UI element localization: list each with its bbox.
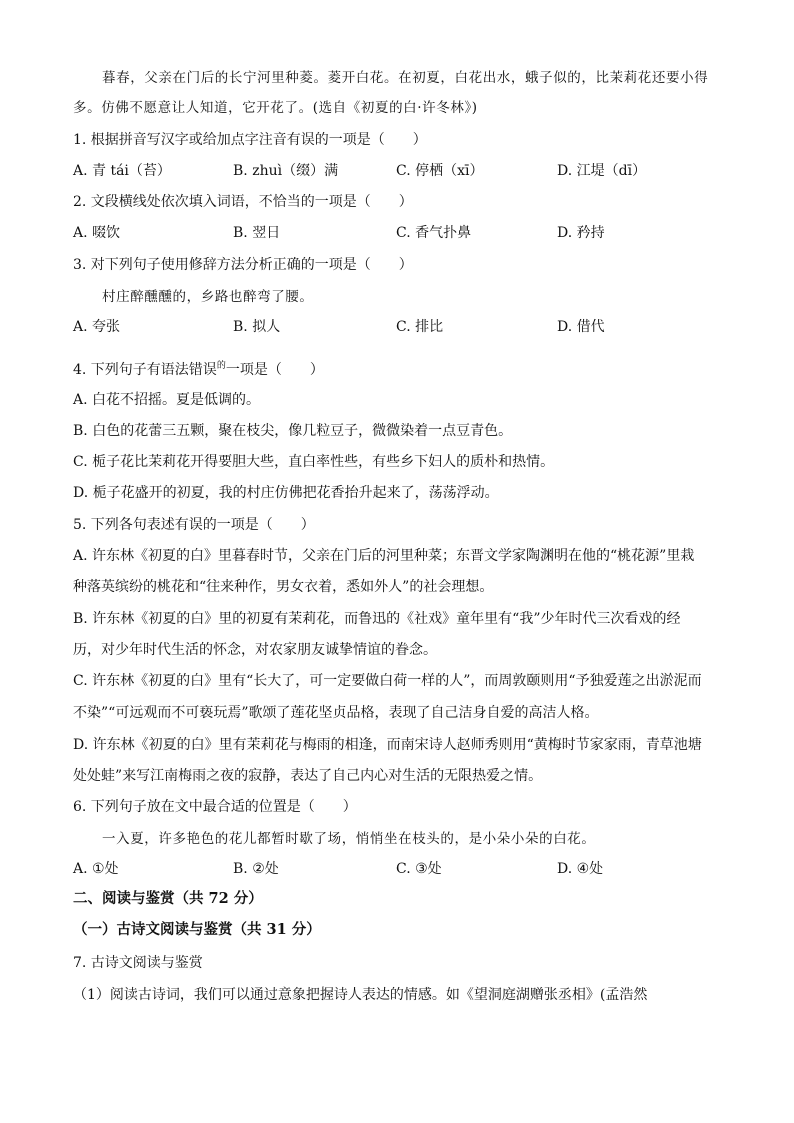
question-5-option-a-line1: A. 许东林《初夏的白》里暮春时节，父亲在门后的河里种菜；东晋文学家陶渊明在他的“桃花源”里栽 xyxy=(73,548,695,564)
question-4-option-a: A. 白花不招摇。夏是低调的。 xyxy=(73,392,261,408)
question-2-stem: 2. 文段横线处依次填入词语，不恰当的一项是（ ） xyxy=(73,194,413,210)
question-5-option-c-line1: C. 许东林《初夏的白》里有“长大了，可一定要做白荷一样的人”，而周敦颐则用“予独爱莲之出淤泥而 xyxy=(73,673,702,689)
question-5-option-d-line1: D. 许东林《初夏的白》里有茉莉花与梅雨的相逢，而南宋诗人赵师秀则用“黄梅时节家家雨，青草池塘 xyxy=(73,737,702,753)
question-1-option-c: C. 停栖（xī） xyxy=(396,163,484,179)
question-7-part-1: （1）阅读古诗词，我们可以通过意象把握诗人表达的情感。如《望洞庭湖赠张丞相》(孟浩然 xyxy=(73,987,648,1003)
question-5-stem: 5. 下列各句表述有误的一项是（ ） xyxy=(73,517,315,533)
question-6-option-d: D. ④处 xyxy=(557,861,604,877)
section-2-title: 二、阅读与鉴赏（共 72 分） xyxy=(73,890,263,907)
question-5-option-b-line2: 历，对少年时代生活的怀念，对农家朋友诚挚情谊的眷念。 xyxy=(73,642,437,658)
question-5-option-c-line2: 不染”“可远观而不可亵玩焉”歌颂了莲花坚贞品格，表现了自己洁身自爱的高洁人格。 xyxy=(73,705,599,721)
question-6-option-a: A. ①处 xyxy=(73,861,119,877)
question-5-option-d-line2: 处处蛙”来写江南梅雨之夜的寂静，表达了自己内心对生活的无限热爱之情。 xyxy=(73,768,543,784)
question-4-stem-part1: 4. 下列句子有语法错误 xyxy=(73,362,217,378)
question-3-stem: 3. 对下列句子使用修辞方法分析正确的一项是（ ） xyxy=(73,257,413,273)
question-3-option-c: C. 排比 xyxy=(396,319,444,335)
section-2-subtitle: （一）古诗文阅读与鉴赏（共 31 分） xyxy=(73,921,321,938)
question-3-sentence: 村庄醉醺醺的，乡路也醉弯了腰。 xyxy=(102,289,314,305)
question-4-option-b: B. 白色的花蕾三五颗，聚在枝尖，像几粒豆子，微微染着一点豆青色。 xyxy=(73,423,513,439)
question-4-stem-superscript: 的 xyxy=(216,361,226,371)
question-6-option-c: C. ③处 xyxy=(396,861,442,877)
question-1-option-a: A. 青 tái（苔） xyxy=(73,163,171,179)
question-2-option-b: B. 翌日 xyxy=(233,225,281,241)
question-6-sentence: 一入夏，许多艳色的花儿都暂时歇了场，悄悄坐在枝头的，是小朵小朵的白花。 xyxy=(102,831,596,847)
question-2-option-c: C. 香气扑鼻 xyxy=(396,225,472,241)
question-1-option-d: D. 江堤（dī） xyxy=(557,163,647,179)
passage-line-1: 暮春，父亲在门后的长宁河里种菱。菱开白花。在初夏，白花出水，蛾子似的，比茉莉花还要小得 xyxy=(102,70,709,86)
question-5-option-a-line2: 种落英缤纷的桃花和“往来种作，男女衣着，悉如外人”的社会理想。 xyxy=(73,579,494,595)
question-2-option-d: D. 矜持 xyxy=(557,225,605,241)
question-7-title: 7. 古诗文阅读与鉴赏 xyxy=(73,955,203,971)
question-4-stem-part2: 一项是（ ） xyxy=(225,362,324,378)
question-1-option-b: B. zhuì（缀）满 xyxy=(233,163,339,179)
question-2-option-a: A. 啜饮 xyxy=(73,225,121,241)
question-3-option-a: A. 夸张 xyxy=(73,319,121,335)
question-4-stem xyxy=(73,357,324,379)
question-4-option-d: D. 栀子花盛开的初夏，我的村庄仿佛把花香抬升起来了，荡荡浮动。 xyxy=(73,485,499,501)
question-4-option-c: C. 栀子花比茉莉花开得要胆大些，直白率性些，有些乡下妇人的质朴和热情。 xyxy=(73,454,555,470)
question-3-option-d: D. 借代 xyxy=(557,319,605,335)
question-6-stem: 6. 下列句子放在文中最合适的位置是（ ） xyxy=(73,799,357,815)
question-3-option-b: B. 拟人 xyxy=(233,319,281,335)
question-6-option-b: B. ②处 xyxy=(233,861,279,877)
question-1-stem: 1. 根据拼音写汉字或给加点字注音有误的一项是（ ） xyxy=(73,132,427,148)
question-5-option-b-line1: B. 许东林《初夏的白》里的初夏有茉莉花，而鲁迅的《社戏》童年里有“我”少年时代三次看戏的经 xyxy=(73,611,681,627)
passage-line-2: 多。仿佛不愿意让人知道，它开花了。(选自《初夏的白·许冬林》) xyxy=(73,100,478,116)
